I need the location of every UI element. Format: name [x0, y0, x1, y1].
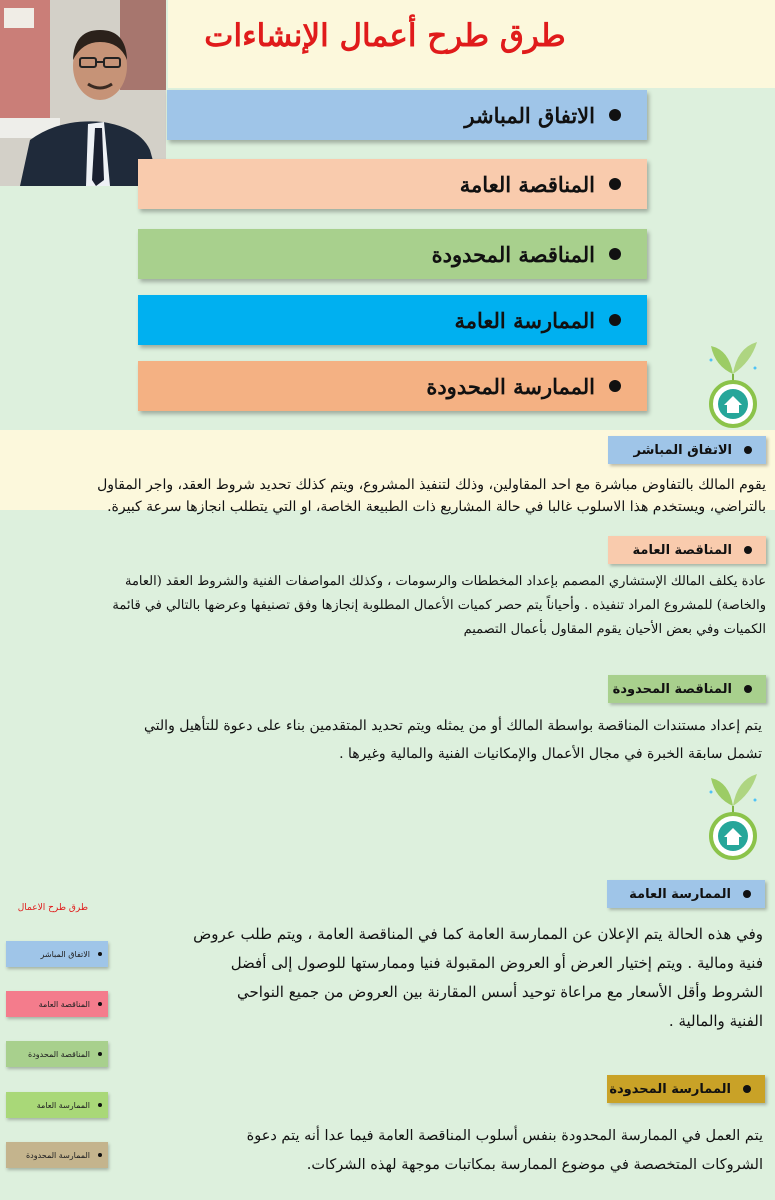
method-limited-tender[interactable] — [138, 229, 647, 279]
paragraph-public-practice — [118, 920, 763, 1036]
side-nav-label: الممارسة العامة — [36, 1100, 90, 1110]
method-label: المناقصة العامة — [459, 171, 595, 197]
side-nav-public-tender[interactable] — [6, 991, 108, 1017]
method-direct-agreement[interactable] — [167, 90, 647, 140]
side-nav-label: المناقصة المحدودة — [28, 1049, 90, 1059]
side-nav-label: الممارسة المحدودة — [25, 1150, 90, 1160]
paragraph-line: الكميات وفي بعض الأحيان يقوم المقاول بأعمال التصميم — [463, 622, 766, 637]
paragraph-limited-practice — [118, 1122, 763, 1180]
method-public-practice[interactable] — [138, 295, 647, 345]
section-label-limited-practice — [607, 1075, 765, 1103]
paragraph-line: فنية ومالية . ويتم إختيار العرض أو العروض المقبولة فنيا وممارستها للوصول إلى أفضل — [230, 954, 763, 972]
method-label: المناقصة المحدودة — [431, 241, 595, 267]
paragraph-direct — [6, 474, 766, 518]
section-label-public-tender — [608, 536, 766, 564]
bullet-icon — [609, 314, 621, 326]
paragraph-line: الفنية والمالية . — [668, 1012, 763, 1030]
section-label-public-practice — [607, 880, 765, 908]
bullet-icon — [744, 446, 752, 454]
bullet-icon — [98, 952, 102, 956]
bullet-icon — [743, 1085, 751, 1093]
bullet-icon — [98, 1052, 102, 1056]
bullet-icon — [744, 685, 752, 693]
section-label-text: المناقصة المحدودة — [612, 681, 732, 697]
paragraph-line: الشروكات المتخصصة في موضوع الممارسة بمكاتبات موجهة لهذه الشركات. — [306, 1157, 763, 1173]
paragraph-line: وفي هذه الحالة يتم الإعلان عن الممارسة العامة كما في المناقصة العامة ، ويتم طلب عروض — [193, 925, 763, 943]
method-label: الممارسة المحدودة — [426, 373, 595, 399]
paragraph-line: بالتراضي، ويستخدم هذا الاسلوب غالبا في حالة المشاريع ذات الطبيعة الخاصة، او التي يتطلب انجازها سرعة كبيرة. — [107, 499, 766, 515]
side-nav-direct-agreement[interactable] — [6, 941, 108, 967]
leaf-house-icon — [703, 770, 763, 860]
section-label-direct — [608, 436, 766, 464]
paragraph-line: يقوم المالك بالتفاوض مباشرة مع احد المقاولين، وذلك لتنفيذ المشروع، ويتم كذلك تحديد شروط العقد، واجر المقاول — [97, 477, 766, 493]
bullet-icon — [743, 890, 751, 898]
section-label-text: الممارسة العامة — [629, 886, 731, 902]
paragraph-line: والخاصة) للمشروع المراد تنفيذه . وأحياناً يتم حصر كميات الأعمال المطلوبة إنجازها وفق تصنيفها وعرضها بالتالي في قائمة — [112, 598, 766, 613]
bullet-icon — [98, 1153, 102, 1157]
section-label-text: الاتفاق المباشر — [633, 442, 732, 458]
paragraph-limited-tender — [10, 712, 762, 768]
section-label-limited-tender — [608, 675, 766, 703]
bullet-icon — [744, 546, 752, 554]
paragraph-line: الشروط وأقل الأسعار مع مراعاة توحيد أسس المقارنة بين العروض من جميع النواحي — [237, 983, 763, 1001]
side-nav-label: المناقصة العامة — [38, 999, 90, 1009]
paragraph-line: عادة يكلف المالك الإستشاري المصمم بإعداد المخططات والرسومات ، وكذلك المواصفات الفنية والشروط العقد (العامة — [124, 574, 766, 589]
side-nav-limited-tender[interactable] — [6, 1041, 108, 1067]
side-nav-limited-practice[interactable] — [6, 1142, 108, 1168]
method-public-tender[interactable] — [138, 159, 647, 209]
leaf-house-icon — [703, 338, 763, 428]
section-label-text: المناقصة العامة — [632, 542, 732, 558]
bullet-icon — [609, 248, 621, 260]
method-label: الممارسة العامة — [454, 307, 595, 333]
paragraph-line: تشمل سابقة الخبرة في مجال الأعمال والإمكانيات الفنية والمالية وغيرها . — [339, 746, 762, 762]
paragraph-public-tender — [6, 570, 766, 642]
main-title: طرق طرح أعمال الإنشاءات — [204, 18, 566, 54]
section-label-text: الممارسة المحدودة — [609, 1081, 731, 1097]
side-nav-label: الاتفاق المباشر — [40, 949, 90, 959]
side-menu-title: طرق طرح الاعمال — [17, 903, 88, 913]
paragraph-line: يتم إعداد مستندات المناقصة بواسطة المالك أو من يمثله ويتم تحديد المتقدمين بناء على دعوة للتأهيل والتي — [144, 718, 762, 734]
bullet-icon — [609, 109, 621, 121]
bullet-icon — [609, 178, 621, 190]
side-nav-public-practice[interactable] — [6, 1092, 108, 1118]
bullet-icon — [98, 1103, 102, 1107]
method-limited-practice[interactable] — [138, 361, 647, 411]
method-label: الاتفاق المباشر — [464, 102, 595, 128]
bullet-icon — [609, 380, 621, 392]
paragraph-line: يتم العمل في الممارسة المحدودة بنفس أسلوب المناقصة العامة فيما عدا أنه يتم دعوة — [246, 1128, 763, 1144]
bullet-icon — [98, 1002, 102, 1006]
